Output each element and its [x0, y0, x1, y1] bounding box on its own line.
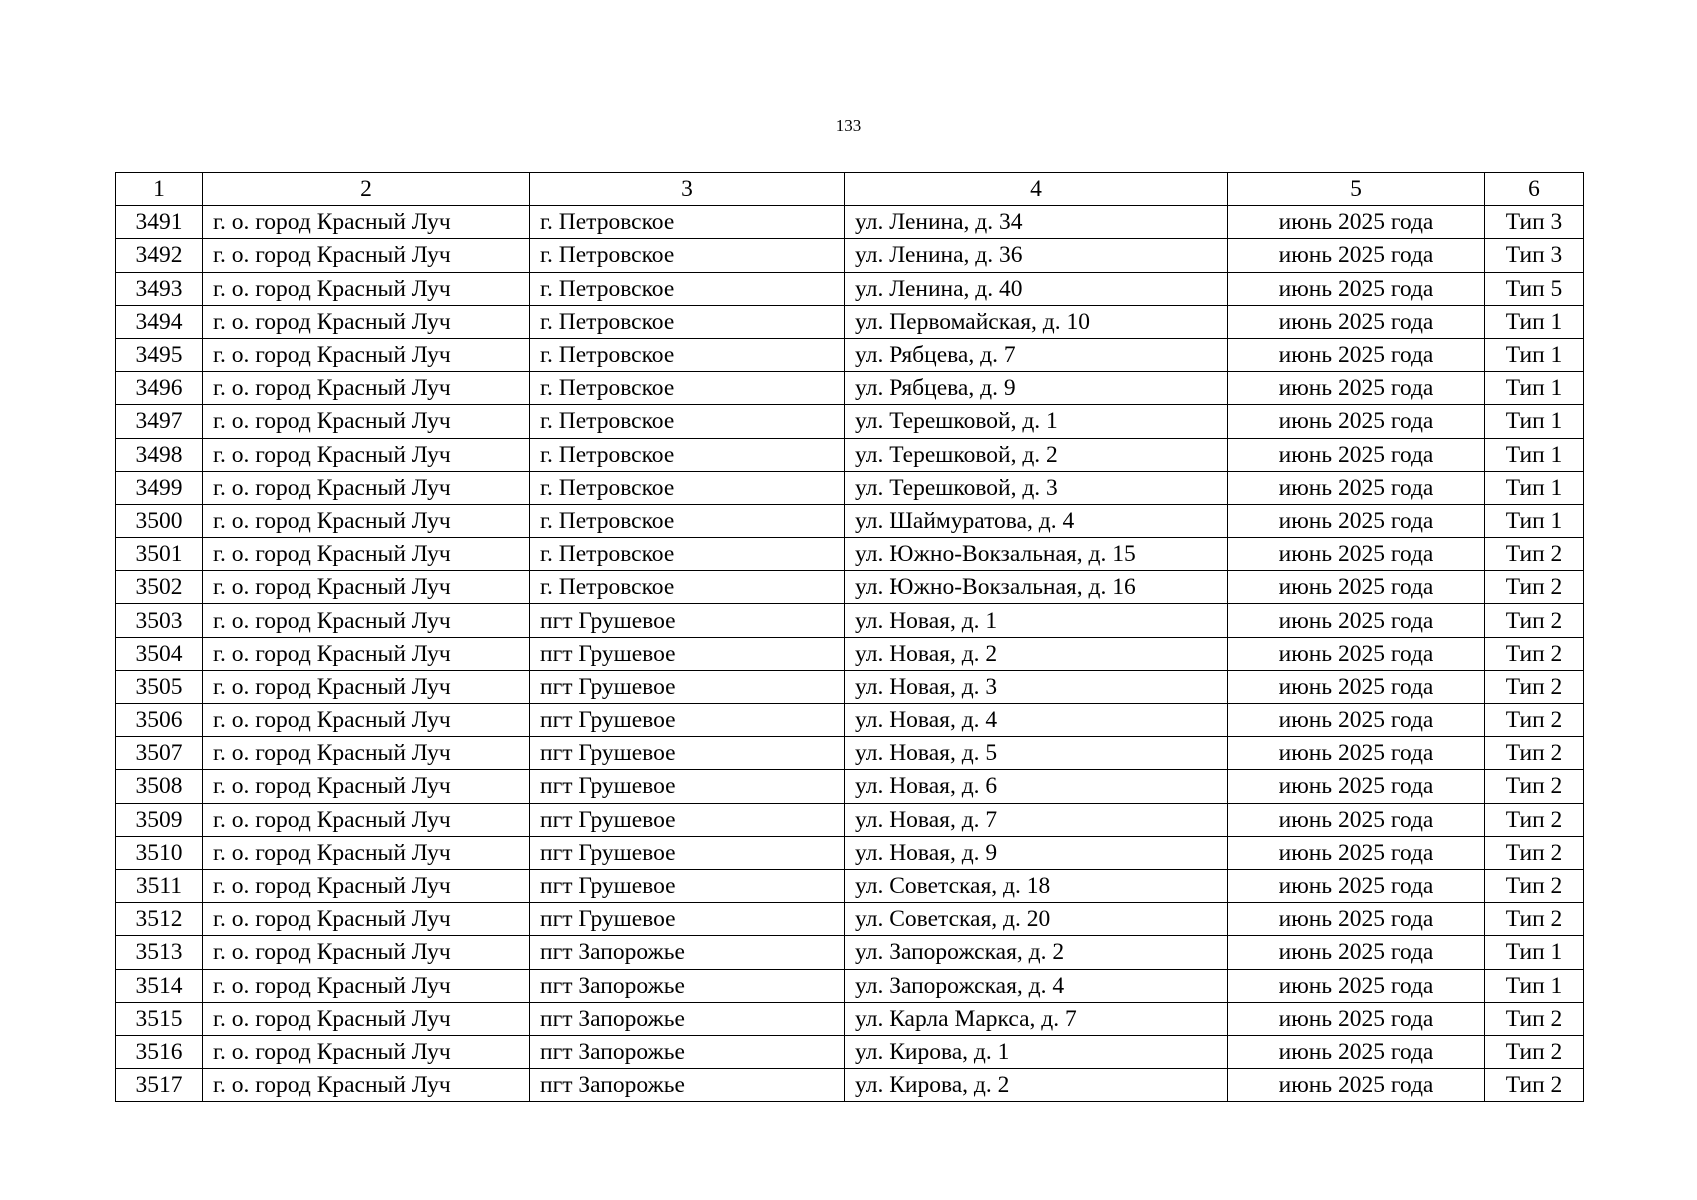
period-cell: июнь 2025 года — [1228, 903, 1485, 936]
table-row — [116, 1069, 1584, 1102]
row-number-cell: 3507 — [116, 737, 203, 770]
type-cell: Тип 2 — [1485, 670, 1584, 703]
settlement-cell: пгт Запорожье — [530, 969, 845, 1002]
table-row — [116, 670, 1584, 703]
type-cell: Тип 1 — [1485, 471, 1584, 504]
settlement-cell: пгт Запорожье — [530, 1035, 845, 1068]
period-cell: июнь 2025 года — [1228, 206, 1485, 239]
period-cell: июнь 2025 года — [1228, 1069, 1485, 1102]
period-cell: июнь 2025 года — [1228, 836, 1485, 869]
period-cell: июнь 2025 года — [1228, 272, 1485, 305]
column-header-6: 6 — [1485, 173, 1584, 206]
settlement-cell: пгт Грушевое — [530, 903, 845, 936]
settlement-cell: г. Петровское — [530, 538, 845, 571]
row-number-cell: 3493 — [116, 272, 203, 305]
municipality-cell: г. о. город Красный Луч — [203, 272, 530, 305]
municipality-cell: г. о. город Красный Луч — [203, 305, 530, 338]
municipality-cell: г. о. город Красный Луч — [203, 372, 530, 405]
address-cell: ул. Новая, д. 2 — [845, 637, 1228, 670]
type-cell: Тип 1 — [1485, 438, 1584, 471]
address-cell: ул. Карла Маркса, д. 7 — [845, 1002, 1228, 1035]
table-row — [116, 1035, 1584, 1068]
period-cell: июнь 2025 года — [1228, 1035, 1485, 1068]
address-cell: ул. Ленина, д. 36 — [845, 239, 1228, 272]
type-cell: Тип 2 — [1485, 604, 1584, 637]
municipality-cell: г. о. город Красный Луч — [203, 239, 530, 272]
page-number: 133 — [835, 116, 862, 135]
table-row — [116, 903, 1584, 936]
period-cell: июнь 2025 года — [1228, 1002, 1485, 1035]
period-cell: июнь 2025 года — [1228, 803, 1485, 836]
settlement-cell: г. Петровское — [530, 338, 845, 371]
municipality-cell: г. о. город Красный Луч — [203, 903, 530, 936]
period-cell: июнь 2025 года — [1228, 670, 1485, 703]
settlement-cell: пгт Грушевое — [530, 604, 845, 637]
address-cell: ул. Новая, д. 6 — [845, 770, 1228, 803]
table-row — [116, 405, 1584, 438]
municipality-cell: г. о. город Красный Луч — [203, 737, 530, 770]
table-row — [116, 471, 1584, 504]
type-cell: Тип 2 — [1485, 704, 1584, 737]
table-row — [116, 571, 1584, 604]
municipality-cell: г. о. город Красный Луч — [203, 471, 530, 504]
municipality-cell: г. о. город Красный Луч — [203, 637, 530, 670]
table-row — [116, 206, 1584, 239]
settlement-cell: г. Петровское — [530, 239, 845, 272]
municipality-cell: г. о. город Красный Луч — [203, 571, 530, 604]
municipality-cell: г. о. город Красный Луч — [203, 1002, 530, 1035]
municipality-cell: г. о. город Красный Луч — [203, 1069, 530, 1102]
period-cell: июнь 2025 года — [1228, 936, 1485, 969]
settlement-cell: г. Петровское — [530, 305, 845, 338]
row-number-cell: 3502 — [116, 571, 203, 604]
row-number-cell: 3500 — [116, 504, 203, 537]
settlement-cell: г. Петровское — [530, 405, 845, 438]
row-number-cell: 3511 — [116, 869, 203, 902]
period-cell: июнь 2025 года — [1228, 637, 1485, 670]
period-cell: июнь 2025 года — [1228, 471, 1485, 504]
type-cell: Тип 3 — [1485, 206, 1584, 239]
type-cell: Тип 2 — [1485, 803, 1584, 836]
row-number-cell: 3492 — [116, 239, 203, 272]
type-cell: Тип 1 — [1485, 372, 1584, 405]
settlement-cell: г. Петровское — [530, 571, 845, 604]
settlement-cell: пгт Запорожье — [530, 1069, 845, 1102]
table-row — [116, 869, 1584, 902]
table-row — [116, 338, 1584, 371]
municipality-cell: г. о. город Красный Луч — [203, 869, 530, 902]
address-cell: ул. Новая, д. 1 — [845, 604, 1228, 637]
table-row — [116, 239, 1584, 272]
row-number-cell: 3517 — [116, 1069, 203, 1102]
row-number-cell: 3503 — [116, 604, 203, 637]
municipality-cell: г. о. город Красный Луч — [203, 338, 530, 371]
period-cell: июнь 2025 года — [1228, 604, 1485, 637]
address-cell: ул. Рябцева, д. 7 — [845, 338, 1228, 371]
address-cell: ул. Кирова, д. 2 — [845, 1069, 1228, 1102]
settlement-cell: пгт Грушевое — [530, 670, 845, 703]
address-cell: ул. Новая, д. 3 — [845, 670, 1228, 703]
column-header-1: 1 — [116, 173, 203, 206]
row-number-cell: 3510 — [116, 836, 203, 869]
type-cell: Тип 2 — [1485, 737, 1584, 770]
municipality-cell: г. о. город Красный Луч — [203, 770, 530, 803]
type-cell: Тип 1 — [1485, 338, 1584, 371]
type-cell: Тип 1 — [1485, 504, 1584, 537]
type-cell: Тип 2 — [1485, 538, 1584, 571]
municipality-cell: г. о. город Красный Луч — [203, 504, 530, 537]
column-header-3: 3 — [530, 173, 845, 206]
row-number-cell: 3494 — [116, 305, 203, 338]
municipality-cell: г. о. город Красный Луч — [203, 704, 530, 737]
table-row — [116, 836, 1584, 869]
settlement-cell: г. Петровское — [530, 471, 845, 504]
address-cell: ул. Новая, д. 7 — [845, 803, 1228, 836]
table-row — [116, 704, 1584, 737]
address-cell: ул. Запорожская, д. 2 — [845, 936, 1228, 969]
table-row — [116, 305, 1584, 338]
address-cell: ул. Новая, д. 9 — [845, 836, 1228, 869]
type-cell: Тип 1 — [1485, 969, 1584, 1002]
period-cell: июнь 2025 года — [1228, 538, 1485, 571]
row-number-cell: 3496 — [116, 372, 203, 405]
type-cell: Тип 2 — [1485, 869, 1584, 902]
type-cell: Тип 2 — [1485, 571, 1584, 604]
row-number-cell: 3514 — [116, 969, 203, 1002]
municipality-cell: г. о. город Красный Луч — [203, 969, 530, 1002]
period-cell: июнь 2025 года — [1228, 704, 1485, 737]
municipality-cell: г. о. город Красный Луч — [203, 604, 530, 637]
address-cell: ул. Советская, д. 18 — [845, 869, 1228, 902]
row-number-cell: 3497 — [116, 405, 203, 438]
settlement-cell: г. Петровское — [530, 504, 845, 537]
type-cell: Тип 2 — [1485, 836, 1584, 869]
table-row — [116, 803, 1584, 836]
type-cell: Тип 1 — [1485, 936, 1584, 969]
type-cell: Тип 2 — [1485, 770, 1584, 803]
type-cell: Тип 2 — [1485, 637, 1584, 670]
period-cell: июнь 2025 года — [1228, 338, 1485, 371]
settlement-cell: г. Петровское — [530, 272, 845, 305]
period-cell: июнь 2025 года — [1228, 969, 1485, 1002]
settlement-cell: пгт Грушевое — [530, 803, 845, 836]
table-row — [116, 272, 1584, 305]
table-row — [116, 604, 1584, 637]
period-cell: июнь 2025 года — [1228, 438, 1485, 471]
address-cell: ул. Новая, д. 4 — [845, 704, 1228, 737]
period-cell: июнь 2025 года — [1228, 372, 1485, 405]
settlement-cell: пгт Грушевое — [530, 704, 845, 737]
column-header-2: 2 — [203, 173, 530, 206]
municipality-cell: г. о. город Красный Луч — [203, 405, 530, 438]
row-number-cell: 3501 — [116, 538, 203, 571]
settlement-cell: г. Петровское — [530, 438, 845, 471]
table-row — [116, 438, 1584, 471]
address-cell: ул. Запорожская, д. 4 — [845, 969, 1228, 1002]
table-row — [116, 538, 1584, 571]
column-header-4: 4 — [845, 173, 1228, 206]
period-cell: июнь 2025 года — [1228, 869, 1485, 902]
row-number-cell: 3498 — [116, 438, 203, 471]
address-cell: ул. Кирова, д. 1 — [845, 1035, 1228, 1068]
row-number-cell: 3509 — [116, 803, 203, 836]
municipality-cell: г. о. город Красный Луч — [203, 836, 530, 869]
period-cell: июнь 2025 года — [1228, 239, 1485, 272]
settlement-cell: пгт Запорожье — [530, 1002, 845, 1035]
address-cell: ул. Советская, д. 20 — [845, 903, 1228, 936]
address-cell: ул. Южно-Вокзальная, д. 15 — [845, 538, 1228, 571]
type-cell: Тип 3 — [1485, 239, 1584, 272]
column-header-5: 5 — [1228, 173, 1485, 206]
period-cell: июнь 2025 года — [1228, 770, 1485, 803]
settlement-cell: пгт Грушевое — [530, 770, 845, 803]
address-cell: ул. Шаймуратова, д. 4 — [845, 504, 1228, 537]
address-cell: ул. Южно-Вокзальная, д. 16 — [845, 571, 1228, 604]
address-cell: ул. Терешковой, д. 3 — [845, 471, 1228, 504]
registry-table — [115, 172, 1584, 1102]
period-cell: июнь 2025 года — [1228, 405, 1485, 438]
table-row — [116, 1002, 1584, 1035]
row-number-cell: 3504 — [116, 637, 203, 670]
table-row — [116, 737, 1584, 770]
type-cell: Тип 5 — [1485, 272, 1584, 305]
table-row — [116, 969, 1584, 1002]
table-row — [116, 372, 1584, 405]
row-number-cell: 3515 — [116, 1002, 203, 1035]
period-cell: июнь 2025 года — [1228, 504, 1485, 537]
municipality-cell: г. о. город Красный Луч — [203, 803, 530, 836]
municipality-cell: г. о. город Красный Луч — [203, 438, 530, 471]
settlement-cell: пгт Грушевое — [530, 869, 845, 902]
address-cell: ул. Первомайская, д. 10 — [845, 305, 1228, 338]
address-cell: ул. Терешковой, д. 1 — [845, 405, 1228, 438]
table-row — [116, 637, 1584, 670]
table-row — [116, 504, 1584, 537]
row-number-cell: 3499 — [116, 471, 203, 504]
row-number-cell: 3516 — [116, 1035, 203, 1068]
table-row — [116, 936, 1584, 969]
row-number-cell: 3508 — [116, 770, 203, 803]
settlement-cell: пгт Грушевое — [530, 737, 845, 770]
municipality-cell: г. о. город Красный Луч — [203, 936, 530, 969]
row-number-cell: 3495 — [116, 338, 203, 371]
address-cell: ул. Ленина, д. 34 — [845, 206, 1228, 239]
municipality-cell: г. о. город Красный Луч — [203, 670, 530, 703]
settlement-cell: пгт Грушевое — [530, 836, 845, 869]
type-cell: Тип 2 — [1485, 1002, 1584, 1035]
period-cell: июнь 2025 года — [1228, 305, 1485, 338]
period-cell: июнь 2025 года — [1228, 737, 1485, 770]
period-cell: июнь 2025 года — [1228, 571, 1485, 604]
table-header-row — [116, 173, 1584, 206]
type-cell: Тип 1 — [1485, 405, 1584, 438]
municipality-cell: г. о. город Красный Луч — [203, 538, 530, 571]
table-body — [116, 206, 1584, 1102]
type-cell: Тип 2 — [1485, 903, 1584, 936]
address-cell: ул. Новая, д. 5 — [845, 737, 1228, 770]
settlement-cell: пгт Запорожье — [530, 936, 845, 969]
row-number-cell: 3491 — [116, 206, 203, 239]
row-number-cell: 3506 — [116, 704, 203, 737]
municipality-cell: г. о. город Красный Луч — [203, 206, 530, 239]
type-cell: Тип 1 — [1485, 305, 1584, 338]
row-number-cell: 3512 — [116, 903, 203, 936]
settlement-cell: г. Петровское — [530, 372, 845, 405]
address-cell: ул. Ленина, д. 40 — [845, 272, 1228, 305]
settlement-cell: пгт Грушевое — [530, 637, 845, 670]
row-number-cell: 3513 — [116, 936, 203, 969]
address-cell: ул. Рябцева, д. 9 — [845, 372, 1228, 405]
type-cell: Тип 2 — [1485, 1035, 1584, 1068]
address-cell: ул. Терешковой, д. 2 — [845, 438, 1228, 471]
municipality-cell: г. о. город Красный Луч — [203, 1035, 530, 1068]
row-number-cell: 3505 — [116, 670, 203, 703]
type-cell: Тип 2 — [1485, 1069, 1584, 1102]
settlement-cell: г. Петровское — [530, 206, 845, 239]
table-row — [116, 770, 1584, 803]
